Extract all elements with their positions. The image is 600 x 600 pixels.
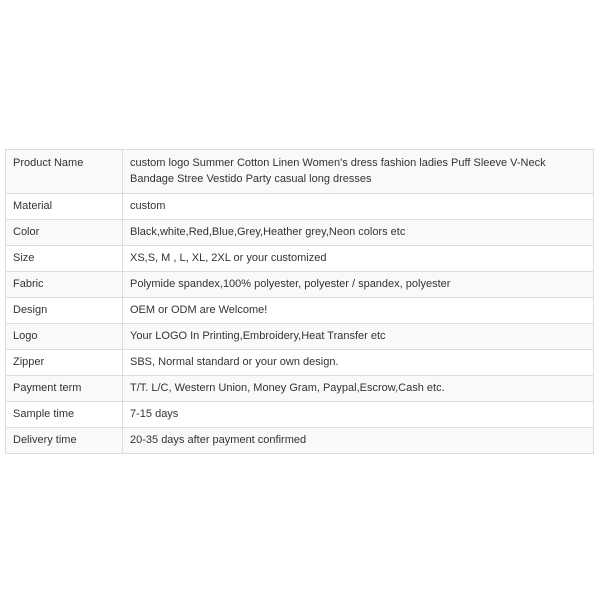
row-label-color: Color (6, 220, 123, 246)
table-row (6, 194, 594, 220)
table-row (6, 324, 594, 350)
table-row (6, 220, 594, 246)
row-label-zipper: Zipper (6, 350, 123, 376)
row-label-payment-term: Payment term (6, 376, 123, 402)
row-value-design: OEM or ODM are Welcome! (123, 298, 594, 324)
row-value-logo: Your LOGO In Printing,Embroidery,Heat Transfer etc (123, 324, 594, 350)
table-row (6, 428, 594, 454)
row-label-product-name: Product Name (6, 150, 123, 194)
row-label-fabric: Fabric (6, 272, 123, 298)
row-value-sample-time: 7-15 days (123, 402, 594, 428)
row-value-fabric: Polymide spandex,100% polyester, polyester / spandex, polyester (123, 272, 594, 298)
row-value-material: custom (123, 194, 594, 220)
row-label-size: Size (6, 246, 123, 272)
row-value-zipper: SBS, Normal standard or your own design. (123, 350, 594, 376)
table-row (6, 246, 594, 272)
row-value-delivery-time: 20-35 days after payment confirmed (123, 428, 594, 454)
row-value-color: Black,white,Red,Blue,Grey,Heather grey,Neon colors etc (123, 220, 594, 246)
row-value-size: XS,S, M , L, XL, 2XL or your customized (123, 246, 594, 272)
row-label-sample-time: Sample time (6, 402, 123, 428)
table-row (6, 402, 594, 428)
product-spec-table (5, 149, 594, 454)
row-value-product-name: custom logo Summer Cotton Linen Women's dress fashion ladies Puff Sleeve V-Neck Bandage Stree Vestido Party casual long dresses (123, 150, 594, 194)
row-value-payment-term: T/T. L/C, Western Union, Money Gram, Paypal,Escrow,Cash etc. (123, 376, 594, 402)
table-row (6, 350, 594, 376)
table-row (6, 150, 594, 194)
row-label-delivery-time: Delivery time (6, 428, 123, 454)
table-row (6, 376, 594, 402)
row-label-design: Design (6, 298, 123, 324)
row-label-material: Material (6, 194, 123, 220)
table-row (6, 298, 594, 324)
row-label-logo: Logo (6, 324, 123, 350)
table-row (6, 272, 594, 298)
